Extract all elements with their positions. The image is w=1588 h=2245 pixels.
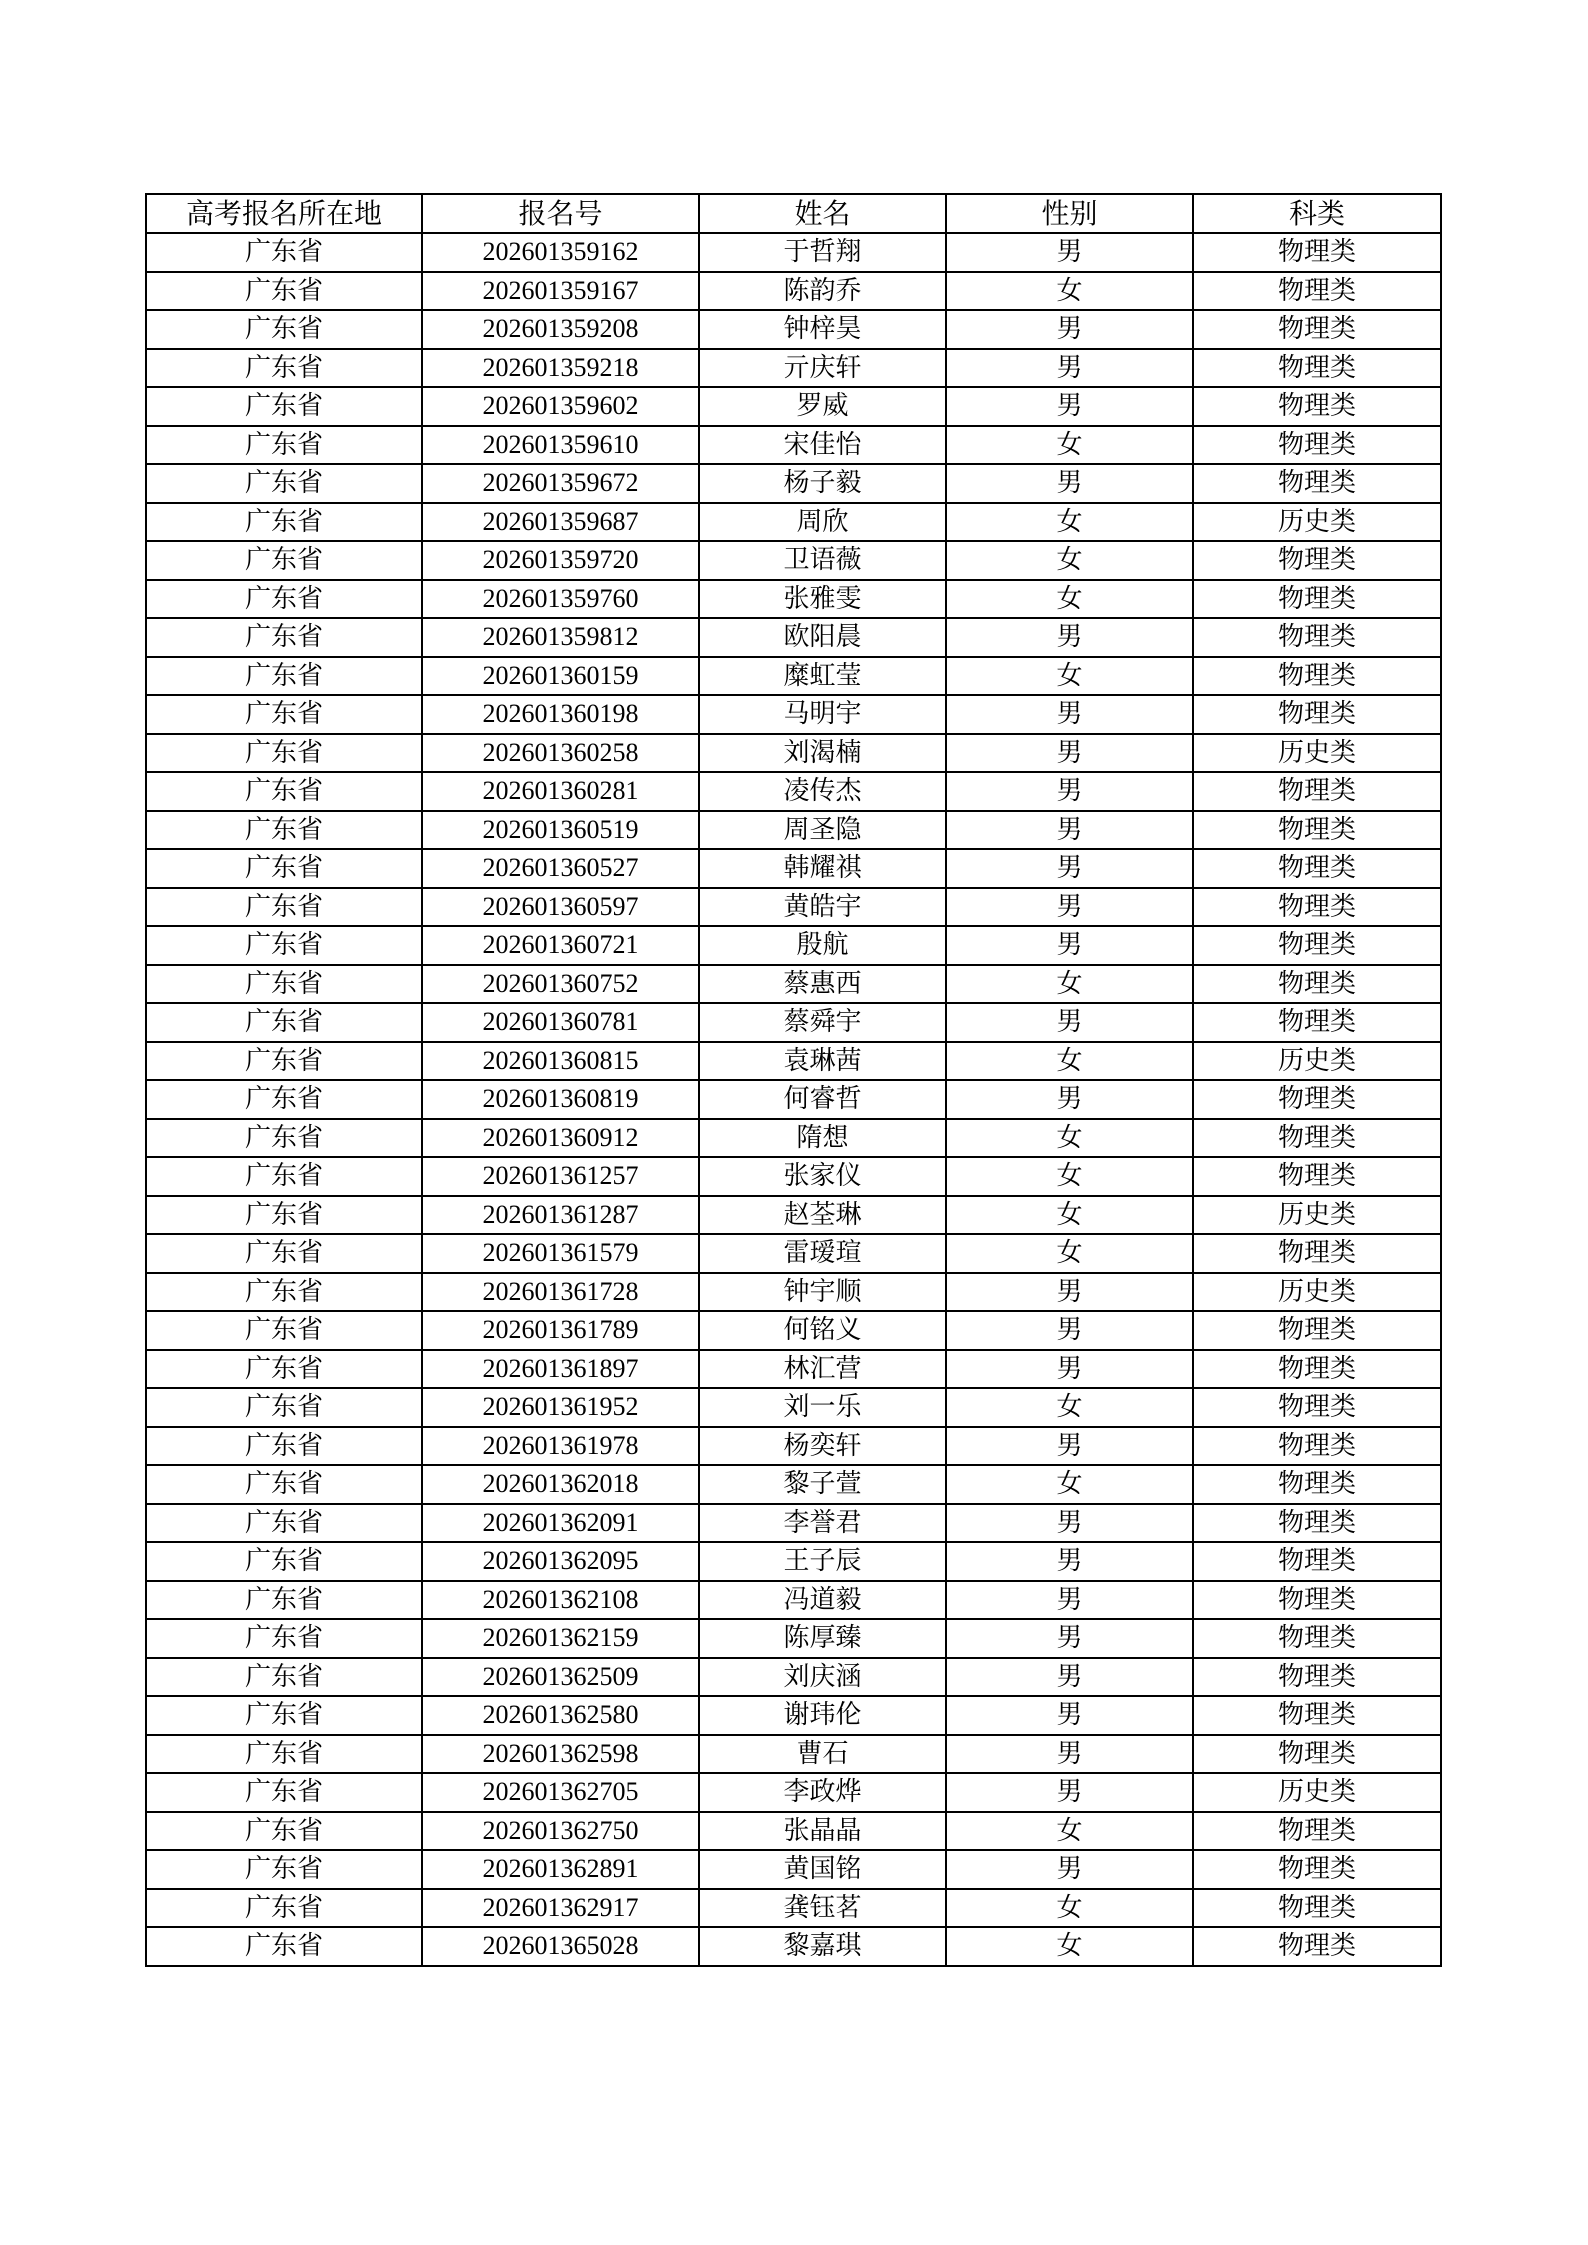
cell-name: 刘一乐 [699, 1388, 946, 1427]
cell-gender: 男 [946, 1273, 1193, 1312]
cell-gender: 男 [946, 734, 1193, 773]
cell-location: 广东省 [146, 541, 422, 580]
cell-name: 殷航 [699, 926, 946, 965]
header-category: 科类 [1193, 194, 1441, 233]
cell-reg-no: 202601360198 [422, 695, 699, 734]
cell-category: 物理类 [1193, 1311, 1441, 1350]
cell-location: 广东省 [146, 695, 422, 734]
cell-reg-no: 202601360519 [422, 811, 699, 850]
cell-location: 广东省 [146, 426, 422, 465]
cell-category: 历史类 [1193, 1042, 1441, 1081]
cell-reg-no: 202601362598 [422, 1735, 699, 1774]
cell-gender: 女 [946, 657, 1193, 696]
cell-location: 广东省 [146, 657, 422, 696]
cell-category: 物理类 [1193, 1812, 1441, 1851]
cell-gender: 女 [946, 426, 1193, 465]
cell-name: 周欣 [699, 503, 946, 542]
cell-location: 广东省 [146, 1889, 422, 1928]
cell-gender: 女 [946, 1388, 1193, 1427]
cell-category: 物理类 [1193, 849, 1441, 888]
cell-reg-no: 202601360159 [422, 657, 699, 696]
cell-location: 广东省 [146, 387, 422, 426]
cell-gender: 男 [946, 1311, 1193, 1350]
cell-gender: 女 [946, 1234, 1193, 1273]
table-row [146, 1658, 1441, 1697]
table-row [146, 1504, 1441, 1543]
cell-gender: 男 [946, 888, 1193, 927]
table-row [146, 849, 1441, 888]
cell-reg-no: 202601362091 [422, 1504, 699, 1543]
table-row [146, 657, 1441, 696]
cell-name: 马明宇 [699, 695, 946, 734]
cell-category: 物理类 [1193, 1696, 1441, 1735]
cell-reg-no: 202601362509 [422, 1658, 699, 1697]
cell-gender: 男 [946, 1696, 1193, 1735]
cell-category: 物理类 [1193, 1465, 1441, 1504]
cell-category: 物理类 [1193, 349, 1441, 388]
table-row [146, 503, 1441, 542]
cell-name: 蔡舜宇 [699, 1003, 946, 1042]
cell-category: 历史类 [1193, 1773, 1441, 1812]
cell-category: 物理类 [1193, 1427, 1441, 1466]
cell-name: 钟宇顺 [699, 1273, 946, 1312]
cell-reg-no: 202601359760 [422, 580, 699, 619]
cell-category: 物理类 [1193, 1388, 1441, 1427]
table-row [146, 1388, 1441, 1427]
cell-gender: 男 [946, 387, 1193, 426]
cell-reg-no: 202601359162 [422, 233, 699, 272]
cell-category: 物理类 [1193, 888, 1441, 927]
cell-category: 物理类 [1193, 272, 1441, 311]
cell-name: 周圣隐 [699, 811, 946, 850]
table-row [146, 1812, 1441, 1851]
table-row [146, 1927, 1441, 1966]
table-row [146, 965, 1441, 1004]
cell-name: 谢玮伦 [699, 1696, 946, 1735]
table-row [146, 464, 1441, 503]
cell-name: 陈厚臻 [699, 1619, 946, 1658]
table-row [146, 1080, 1441, 1119]
cell-name: 黎嘉琪 [699, 1927, 946, 1966]
cell-gender: 女 [946, 1196, 1193, 1235]
roster-table [145, 193, 1442, 1967]
cell-gender: 男 [946, 233, 1193, 272]
cell-reg-no: 202601359602 [422, 387, 699, 426]
cell-category: 物理类 [1193, 233, 1441, 272]
cell-location: 广东省 [146, 1504, 422, 1543]
cell-reg-no: 202601361287 [422, 1196, 699, 1235]
cell-location: 广东省 [146, 272, 422, 311]
cell-reg-no: 202601359720 [422, 541, 699, 580]
cell-category: 物理类 [1193, 387, 1441, 426]
cell-name: 黎子萱 [699, 1465, 946, 1504]
cell-location: 广东省 [146, 811, 422, 850]
cell-location: 广东省 [146, 926, 422, 965]
cell-name: 张雅雯 [699, 580, 946, 619]
cell-gender: 男 [946, 1773, 1193, 1812]
table-row [146, 1427, 1441, 1466]
table-row [146, 888, 1441, 927]
table-row [146, 1311, 1441, 1350]
cell-reg-no: 202601359687 [422, 503, 699, 542]
cell-location: 广东省 [146, 1542, 422, 1581]
cell-category: 物理类 [1193, 1003, 1441, 1042]
cell-category: 物理类 [1193, 1157, 1441, 1196]
cell-location: 广东省 [146, 580, 422, 619]
cell-gender: 男 [946, 1735, 1193, 1774]
table-row [146, 349, 1441, 388]
table-header-row [146, 194, 1441, 233]
header-name: 姓名 [699, 194, 946, 233]
cell-category: 历史类 [1193, 1273, 1441, 1312]
cell-category: 物理类 [1193, 426, 1441, 465]
cell-gender: 男 [946, 1581, 1193, 1620]
cell-category: 物理类 [1193, 1889, 1441, 1928]
cell-location: 广东省 [146, 349, 422, 388]
table-row [146, 1119, 1441, 1158]
cell-name: 龚钰茗 [699, 1889, 946, 1928]
cell-category: 物理类 [1193, 1504, 1441, 1543]
cell-gender: 男 [946, 849, 1193, 888]
cell-name: 隋想 [699, 1119, 946, 1158]
cell-location: 广东省 [146, 772, 422, 811]
cell-gender: 女 [946, 1465, 1193, 1504]
cell-location: 广东省 [146, 503, 422, 542]
table-row [146, 1042, 1441, 1081]
cell-category: 历史类 [1193, 1196, 1441, 1235]
cell-category: 历史类 [1193, 503, 1441, 542]
cell-gender: 男 [946, 811, 1193, 850]
table-row [146, 1157, 1441, 1196]
cell-reg-no: 202601360721 [422, 926, 699, 965]
cell-category: 物理类 [1193, 1119, 1441, 1158]
cell-location: 广东省 [146, 310, 422, 349]
cell-name: 宋佳怡 [699, 426, 946, 465]
cell-gender: 男 [946, 349, 1193, 388]
cell-reg-no: 202601362750 [422, 1812, 699, 1851]
cell-name: 罗威 [699, 387, 946, 426]
cell-category: 物理类 [1193, 926, 1441, 965]
cell-category: 物理类 [1193, 811, 1441, 850]
cell-category: 物理类 [1193, 1080, 1441, 1119]
cell-category: 物理类 [1193, 1735, 1441, 1774]
cell-reg-no: 202601365028 [422, 1927, 699, 1966]
cell-name: 张晶晶 [699, 1812, 946, 1851]
cell-name: 蔡惠西 [699, 965, 946, 1004]
cell-location: 广东省 [146, 1696, 422, 1735]
table-row [146, 426, 1441, 465]
cell-location: 广东省 [146, 734, 422, 773]
cell-reg-no: 202601362917 [422, 1889, 699, 1928]
cell-category: 历史类 [1193, 734, 1441, 773]
cell-reg-no: 202601359672 [422, 464, 699, 503]
cell-location: 广东省 [146, 1234, 422, 1273]
cell-name: 韩耀祺 [699, 849, 946, 888]
cell-gender: 男 [946, 1427, 1193, 1466]
cell-name: 张家仪 [699, 1157, 946, 1196]
cell-gender: 男 [946, 772, 1193, 811]
cell-name: 李政烨 [699, 1773, 946, 1812]
table-row [146, 387, 1441, 426]
cell-category: 物理类 [1193, 1542, 1441, 1581]
cell-name: 亓庆轩 [699, 349, 946, 388]
cell-reg-no: 202601361978 [422, 1427, 699, 1466]
cell-reg-no: 202601361789 [422, 1311, 699, 1350]
table-row [146, 1850, 1441, 1889]
cell-location: 广东省 [146, 1581, 422, 1620]
cell-name: 刘渴楠 [699, 734, 946, 773]
cell-category: 物理类 [1193, 1234, 1441, 1273]
cell-category: 物理类 [1193, 310, 1441, 349]
cell-location: 广东省 [146, 1080, 422, 1119]
cell-location: 广东省 [146, 849, 422, 888]
table-row [146, 580, 1441, 619]
cell-gender: 女 [946, 1119, 1193, 1158]
cell-name: 杨奕轩 [699, 1427, 946, 1466]
cell-name: 林汇营 [699, 1350, 946, 1389]
cell-location: 广东省 [146, 1465, 422, 1504]
cell-category: 物理类 [1193, 1658, 1441, 1697]
cell-reg-no: 202601362891 [422, 1850, 699, 1889]
cell-location: 广东省 [146, 1619, 422, 1658]
cell-name: 卫语薇 [699, 541, 946, 580]
cell-gender: 女 [946, 1889, 1193, 1928]
cell-reg-no: 202601361897 [422, 1350, 699, 1389]
table-row [146, 1003, 1441, 1042]
cell-category: 物理类 [1193, 1619, 1441, 1658]
cell-reg-no: 202601359218 [422, 349, 699, 388]
table-row [146, 811, 1441, 850]
cell-gender: 女 [946, 1042, 1193, 1081]
cell-name: 雷瑷瑄 [699, 1234, 946, 1273]
cell-gender: 女 [946, 541, 1193, 580]
cell-location: 广东省 [146, 1273, 422, 1312]
cell-name: 何铭义 [699, 1311, 946, 1350]
cell-gender: 男 [946, 310, 1193, 349]
cell-gender: 女 [946, 580, 1193, 619]
cell-reg-no: 202601362705 [422, 1773, 699, 1812]
table-row [146, 1735, 1441, 1774]
table-row [146, 1696, 1441, 1735]
cell-reg-no: 202601359812 [422, 618, 699, 657]
cell-name: 糜虹莹 [699, 657, 946, 696]
header-gender: 性别 [946, 194, 1193, 233]
cell-location: 广东省 [146, 618, 422, 657]
table-row [146, 233, 1441, 272]
header-reg-no: 报名号 [422, 194, 699, 233]
cell-name: 赵荃琳 [699, 1196, 946, 1235]
cell-reg-no: 202601360258 [422, 734, 699, 773]
cell-name: 黄皓宇 [699, 888, 946, 927]
cell-reg-no: 202601360815 [422, 1042, 699, 1081]
cell-reg-no: 202601360912 [422, 1119, 699, 1158]
table-row [146, 1889, 1441, 1928]
cell-location: 广东省 [146, 1388, 422, 1427]
cell-location: 广东省 [146, 1003, 422, 1042]
cell-location: 广东省 [146, 1196, 422, 1235]
cell-reg-no: 202601362018 [422, 1465, 699, 1504]
cell-gender: 女 [946, 1927, 1193, 1966]
cell-gender: 男 [946, 695, 1193, 734]
table-row [146, 310, 1441, 349]
cell-category: 物理类 [1193, 464, 1441, 503]
cell-category: 物理类 [1193, 657, 1441, 696]
cell-gender: 男 [946, 1619, 1193, 1658]
cell-name: 袁琳茜 [699, 1042, 946, 1081]
cell-gender: 男 [946, 464, 1193, 503]
cell-location: 广东省 [146, 1350, 422, 1389]
cell-location: 广东省 [146, 233, 422, 272]
cell-category: 物理类 [1193, 541, 1441, 580]
cell-location: 广东省 [146, 1658, 422, 1697]
cell-name: 何睿哲 [699, 1080, 946, 1119]
cell-reg-no: 202601362108 [422, 1581, 699, 1620]
cell-gender: 男 [946, 1658, 1193, 1697]
cell-gender: 男 [946, 1350, 1193, 1389]
cell-gender: 男 [946, 1080, 1193, 1119]
cell-location: 广东省 [146, 965, 422, 1004]
cell-gender: 女 [946, 1157, 1193, 1196]
cell-reg-no: 202601360781 [422, 1003, 699, 1042]
cell-gender: 女 [946, 272, 1193, 311]
cell-category: 物理类 [1193, 965, 1441, 1004]
cell-reg-no: 202601362580 [422, 1696, 699, 1735]
cell-name: 曹石 [699, 1735, 946, 1774]
cell-gender: 女 [946, 1812, 1193, 1851]
table-row [146, 695, 1441, 734]
cell-location: 广东省 [146, 1311, 422, 1350]
cell-name: 杨子毅 [699, 464, 946, 503]
cell-location: 广东省 [146, 1119, 422, 1158]
cell-name: 欧阳晨 [699, 618, 946, 657]
cell-name: 凌传杰 [699, 772, 946, 811]
table-row [146, 1273, 1441, 1312]
table-row [146, 772, 1441, 811]
cell-category: 物理类 [1193, 618, 1441, 657]
cell-location: 广东省 [146, 464, 422, 503]
cell-gender: 男 [946, 1542, 1193, 1581]
cell-category: 物理类 [1193, 772, 1441, 811]
cell-category: 物理类 [1193, 1927, 1441, 1966]
cell-reg-no: 202601362095 [422, 1542, 699, 1581]
cell-gender: 女 [946, 965, 1193, 1004]
cell-name: 黄国铭 [699, 1850, 946, 1889]
table-row [146, 618, 1441, 657]
table-row [146, 1350, 1441, 1389]
table-row [146, 1581, 1441, 1620]
cell-location: 广东省 [146, 1427, 422, 1466]
cell-reg-no: 202601361579 [422, 1234, 699, 1273]
cell-name: 陈韵乔 [699, 272, 946, 311]
cell-name: 刘庆涵 [699, 1658, 946, 1697]
cell-reg-no: 202601360597 [422, 888, 699, 927]
cell-reg-no: 202601360527 [422, 849, 699, 888]
cell-category: 物理类 [1193, 695, 1441, 734]
table-row [146, 734, 1441, 773]
table-row [146, 926, 1441, 965]
cell-gender: 男 [946, 618, 1193, 657]
cell-name: 李誉君 [699, 1504, 946, 1543]
cell-reg-no: 202601360819 [422, 1080, 699, 1119]
header-location: 高考报名所在地 [146, 194, 422, 233]
cell-category: 物理类 [1193, 580, 1441, 619]
cell-location: 广东省 [146, 1042, 422, 1081]
cell-gender: 男 [946, 1850, 1193, 1889]
table-row [146, 1773, 1441, 1812]
cell-location: 广东省 [146, 888, 422, 927]
cell-reg-no: 202601362159 [422, 1619, 699, 1658]
cell-name: 冯道毅 [699, 1581, 946, 1620]
cell-location: 广东省 [146, 1850, 422, 1889]
table-row [146, 1234, 1441, 1273]
table-row [146, 1542, 1441, 1581]
cell-name: 钟梓昊 [699, 310, 946, 349]
cell-category: 物理类 [1193, 1850, 1441, 1889]
table-row [146, 1465, 1441, 1504]
cell-reg-no: 202601359610 [422, 426, 699, 465]
table-body [146, 233, 1441, 1966]
cell-location: 广东省 [146, 1157, 422, 1196]
cell-reg-no: 202601359208 [422, 310, 699, 349]
cell-reg-no: 202601361728 [422, 1273, 699, 1312]
cell-location: 广东省 [146, 1773, 422, 1812]
table-row [146, 272, 1441, 311]
table-row [146, 1196, 1441, 1235]
cell-reg-no: 202601360752 [422, 965, 699, 1004]
table-row [146, 1619, 1441, 1658]
cell-reg-no: 202601361257 [422, 1157, 699, 1196]
cell-location: 广东省 [146, 1735, 422, 1774]
cell-reg-no: 202601359167 [422, 272, 699, 311]
cell-gender: 男 [946, 1003, 1193, 1042]
cell-name: 于哲翔 [699, 233, 946, 272]
cell-location: 广东省 [146, 1812, 422, 1851]
cell-reg-no: 202601360281 [422, 772, 699, 811]
cell-gender: 男 [946, 1504, 1193, 1543]
cell-reg-no: 202601361952 [422, 1388, 699, 1427]
cell-location: 广东省 [146, 1927, 422, 1966]
cell-gender: 男 [946, 926, 1193, 965]
cell-name: 王子辰 [699, 1542, 946, 1581]
cell-gender: 女 [946, 503, 1193, 542]
table-row [146, 541, 1441, 580]
cell-category: 物理类 [1193, 1581, 1441, 1620]
cell-category: 物理类 [1193, 1350, 1441, 1389]
